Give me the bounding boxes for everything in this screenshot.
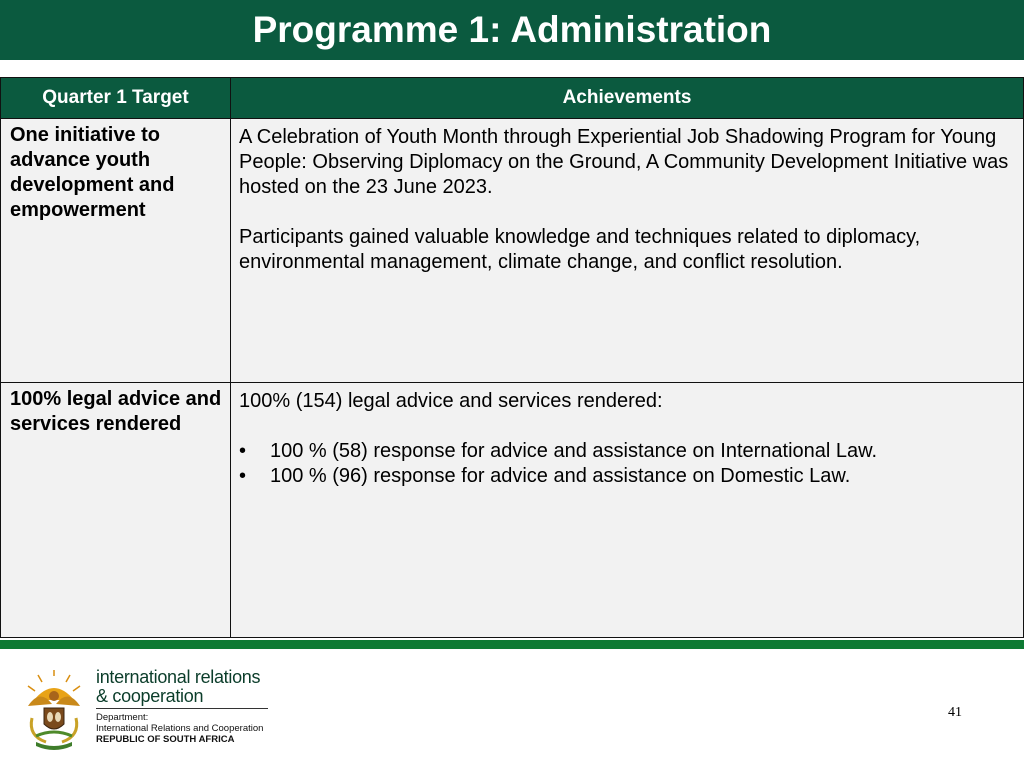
achievement-bullet-list [239,439,1017,489]
list-item [239,464,1017,489]
coat-of-arms-icon [22,670,86,750]
achievement-paragraph: Participants gained valuable knowledge and techniques related to diplomacy, environmental management, climate change, and conflict resolution. [239,226,921,273]
organisation-name-line2: & cooperation [96,686,204,706]
footer-divider [0,640,1024,649]
bullet-icon: • [239,465,247,487]
bullet-icon: • [239,440,247,462]
country-name: REPUBLIC OF SOUTH AFRICA [96,734,235,745]
title-bar [0,0,1024,60]
achievements-table [0,77,1024,638]
page-title: Programme 1: Administration [252,9,772,50]
target-cell [1,383,231,638]
bullet-text: 100 % (96) response for advice and assistance on Domestic Law. [270,465,851,487]
bullet-text: 100 % (58) response for advice and assistance on International Law. [270,440,878,462]
organisation-rule [96,708,268,709]
column-header-target: Quarter 1 Target [1,78,231,119]
achievement-cell [231,119,1024,383]
department-name: International Relations and Cooperation [96,723,264,734]
achievement-paragraph: A Celebration of Youth Month through Experiential Job Shadowing Program for Young People: Observing Diplomacy on the Ground, A Community Development Initiative was hosted on the 23 June 2023. [239,126,1009,198]
list-item [239,439,1017,464]
table-header-row [1,78,1024,119]
table-row [1,383,1024,638]
target-text: 100% legal advice and services rendered [10,388,222,435]
target-cell [1,119,231,383]
organisation-name [96,668,260,706]
page-number: 41 [948,705,962,720]
department-block [96,712,263,745]
column-header-achievements: Achievements [231,78,1024,119]
achievement-intro: 100% (154) legal advice and services rendered: [239,390,663,412]
department-label: Department: [96,712,149,723]
target-text: One initiative to advance youth development and empowerment [10,124,175,221]
organisation-name-line1: international relations [96,667,261,687]
achievement-cell [231,383,1024,638]
table-row [1,119,1024,383]
